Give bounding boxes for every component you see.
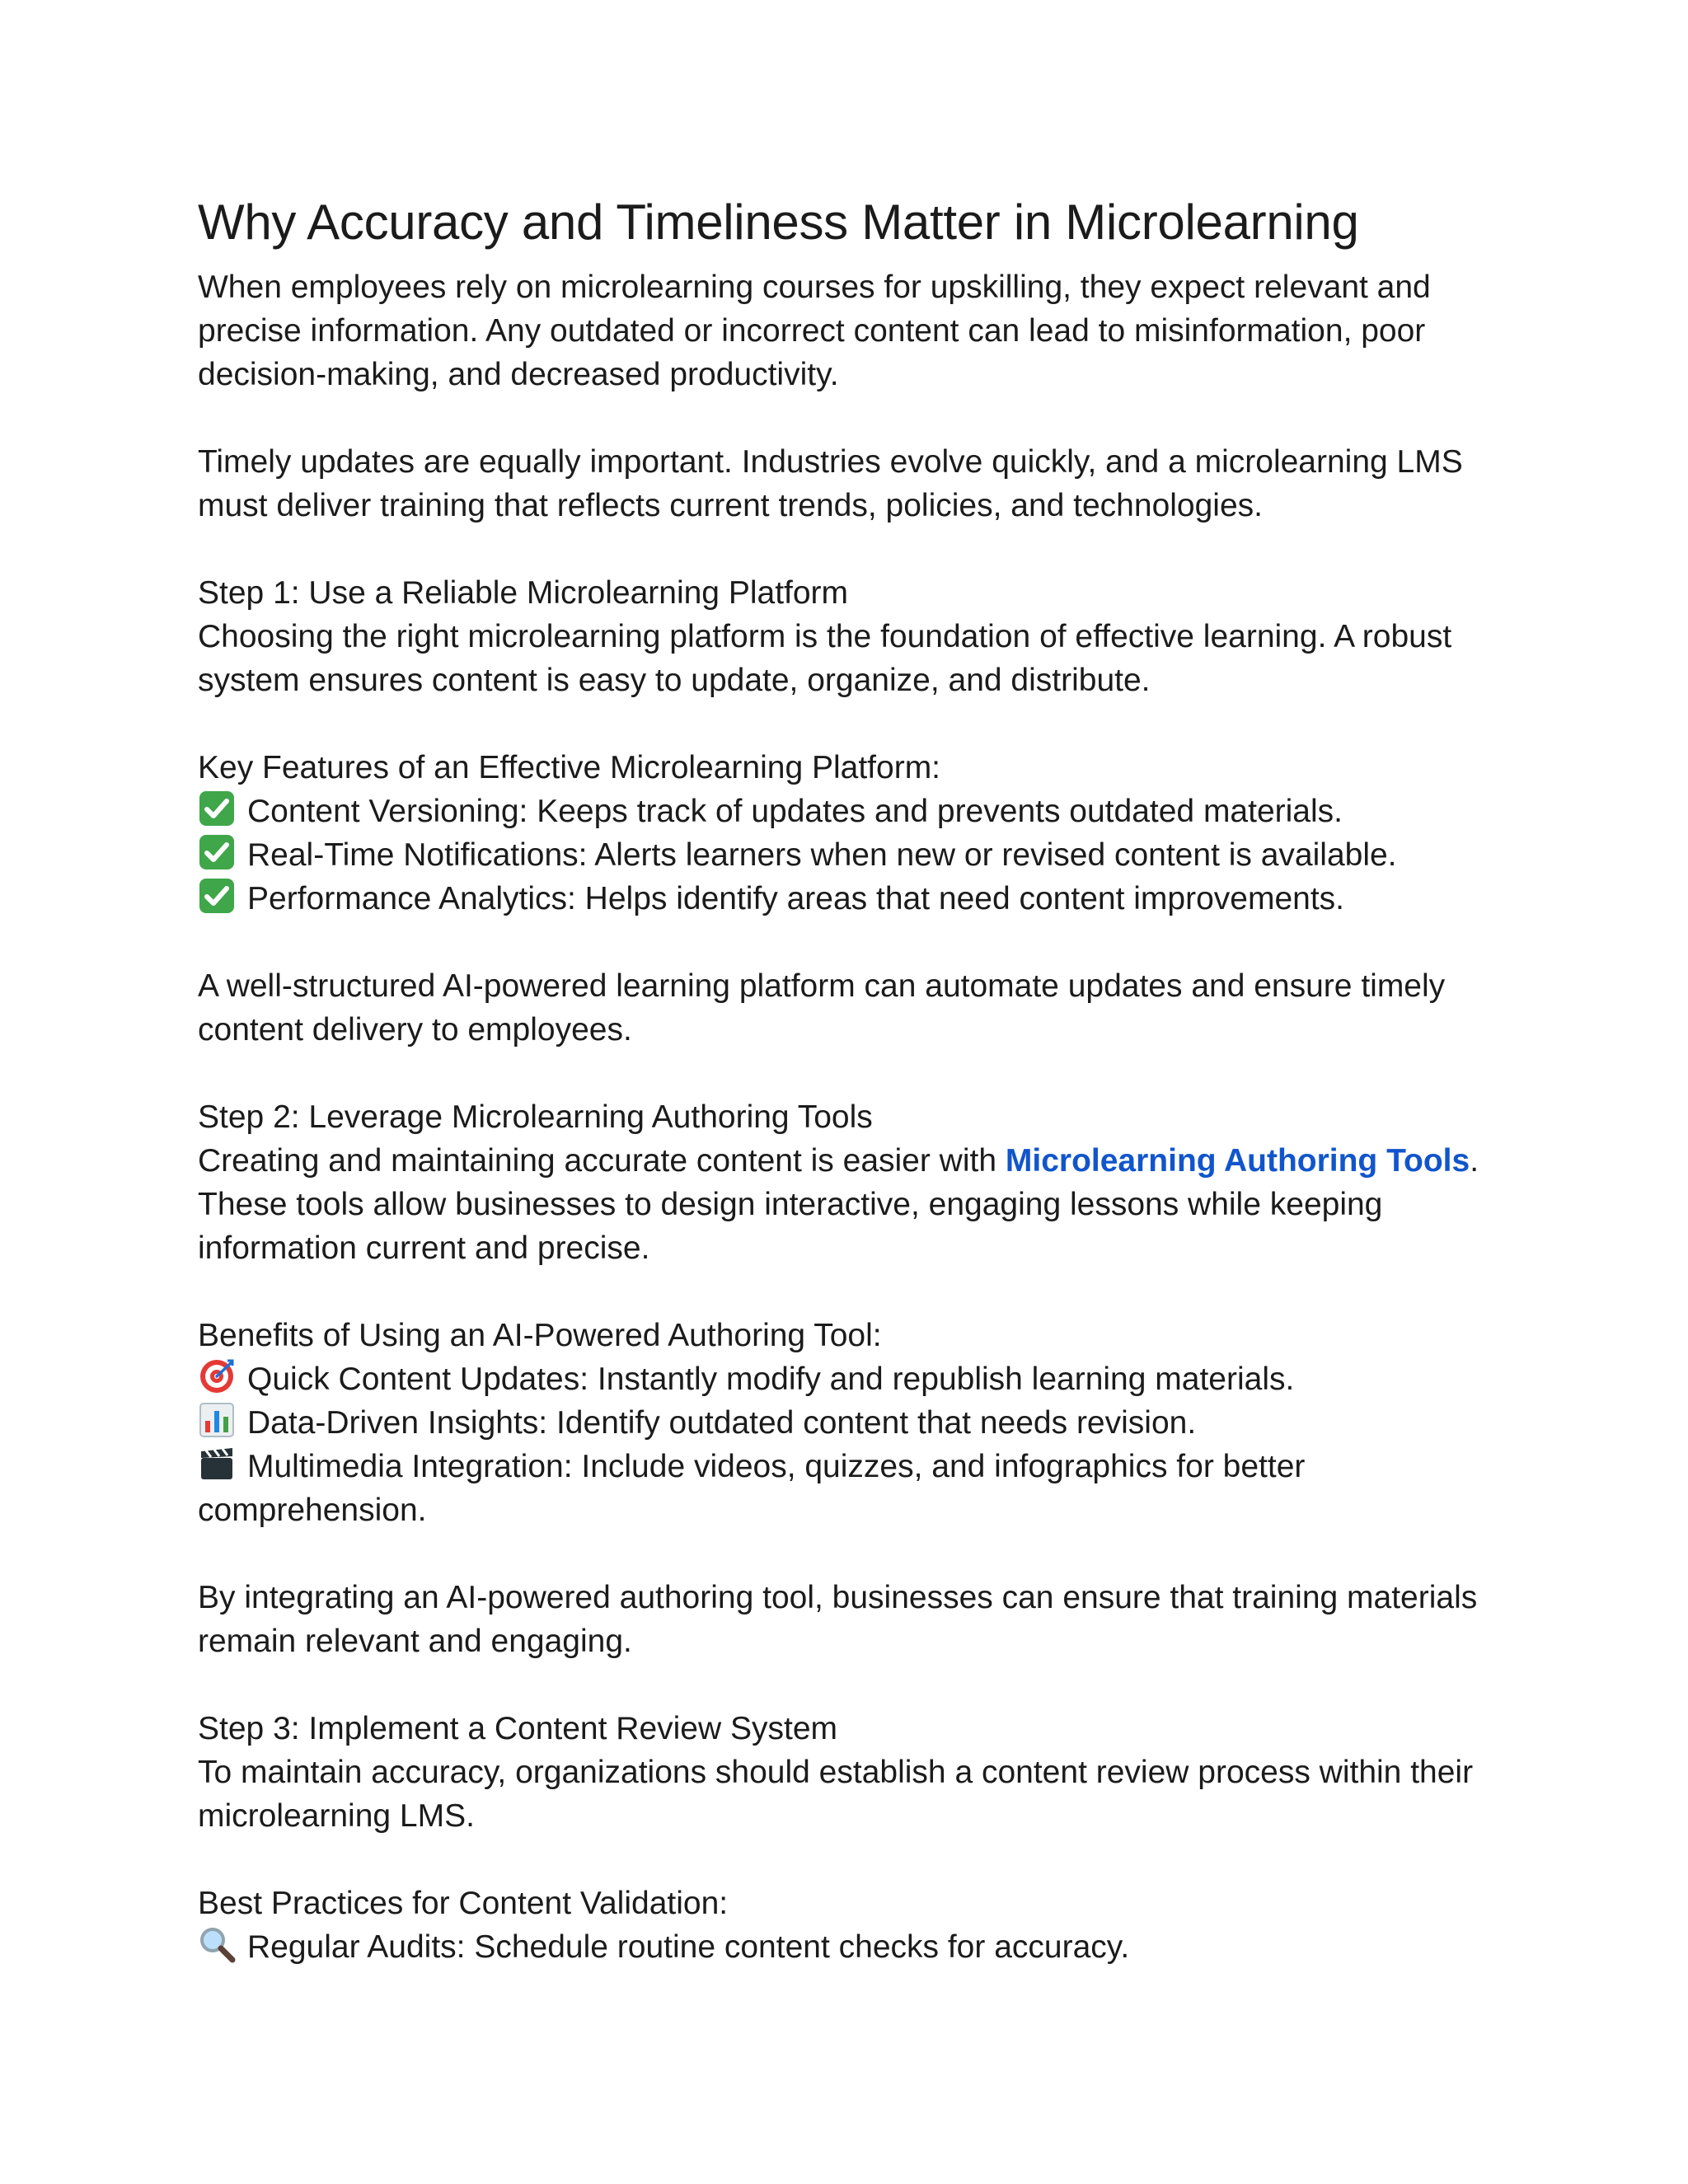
step2-closing: By integrating an AI-powered authoring tool, businesses can ensure that training materials remain relevant and engaging. [198, 1580, 1478, 1659]
practice-text: Regular Audits: Schedule routine content checks for accuracy. [247, 1929, 1130, 1965]
step3-heading: Step 3: Implement a Content Review System [198, 1711, 838, 1746]
document-body [198, 265, 1517, 1969]
authoring-tools-link[interactable]: Microlearning Authoring Tools [1005, 1143, 1470, 1179]
feature-text: Performance Analytics: Helps identify areas that need content improvements. [247, 881, 1345, 916]
step2-text [198, 1139, 1517, 1270]
step3-text: To maintain accuracy, organizations should establish a content review process within their microlearning LMS. [198, 1755, 1474, 1834]
bar-chart-icon [198, 1401, 236, 1439]
step3-practices-heading: Best Practices for Content Validation: [198, 1886, 729, 1921]
step2-heading: Step 2: Leverage Microlearning Authoring Tools [198, 1099, 873, 1135]
step1-heading: Step 1: Use a Reliable Microlearning Platform [198, 575, 849, 611]
step2-benefits-heading: Benefits of Using an AI-Powered Authoring Tool: [198, 1318, 882, 1353]
list-item [198, 1925, 1517, 1969]
list-item [198, 1401, 1517, 1445]
benefit-text: Data-Driven Insights: Identify outdated content that needs revision. [247, 1405, 1197, 1441]
check-mark-icon [198, 790, 236, 827]
benefit-text: Quick Content Updates: Instantly modify and republish learning materials. [247, 1361, 1295, 1397]
intro-paragraph-2: Timely updates are equally important. Industries evolve quickly, and a microlearning LMS must deliver training that reflects current trends, policies, and technologies. [198, 444, 1463, 523]
list-item [198, 1357, 1517, 1401]
check-mark-icon [198, 833, 236, 871]
intro-paragraph-1: When employees rely on microlearning courses for upskilling, they expect relevant and precise information. Any outdated or incorrect content can lead to misinformation, poor decision-making, and decreased productivity. [198, 269, 1431, 392]
step1-closing: A well-structured AI-powered learning platform can automate updates and ensure timely content delivery to employees. [198, 968, 1446, 1047]
magnifier-icon [198, 1925, 236, 1963]
step1-text: Choosing the right microlearning platform is the foundation of effective learning. A robust system ensures content is easy to update, organize, and distribute. [198, 619, 1452, 698]
check-mark-icon [198, 877, 236, 915]
list-item [198, 790, 1517, 833]
list-item [198, 877, 1517, 921]
step2-text-before: Creating and maintaining accurate content is easier with [198, 1143, 1006, 1179]
step2-text-after: . These tools allow businesses to design interactive, engaging lessons while keeping information current and precise. [198, 1143, 1479, 1266]
document-page [198, 191, 1517, 1969]
feature-text: Real-Time Notifications: Alerts learners when new or revised content is available. [247, 837, 1397, 873]
list-item [198, 1445, 1517, 1532]
clapper-board-icon [198, 1445, 236, 1483]
page-title: Why Accuracy and Timeliness Matter in Microlearning [198, 194, 1359, 250]
step1-features-heading: Key Features of an Effective Microlearning Platform: [198, 750, 941, 785]
feature-text: Content Versioning: Keeps track of updates and prevents outdated materials. [247, 794, 1343, 829]
benefit-text: Multimedia Integration: Include videos, quizzes, and infographics for better comprehension. [198, 1449, 1306, 1528]
target-icon [198, 1357, 236, 1395]
list-item [198, 833, 1517, 877]
